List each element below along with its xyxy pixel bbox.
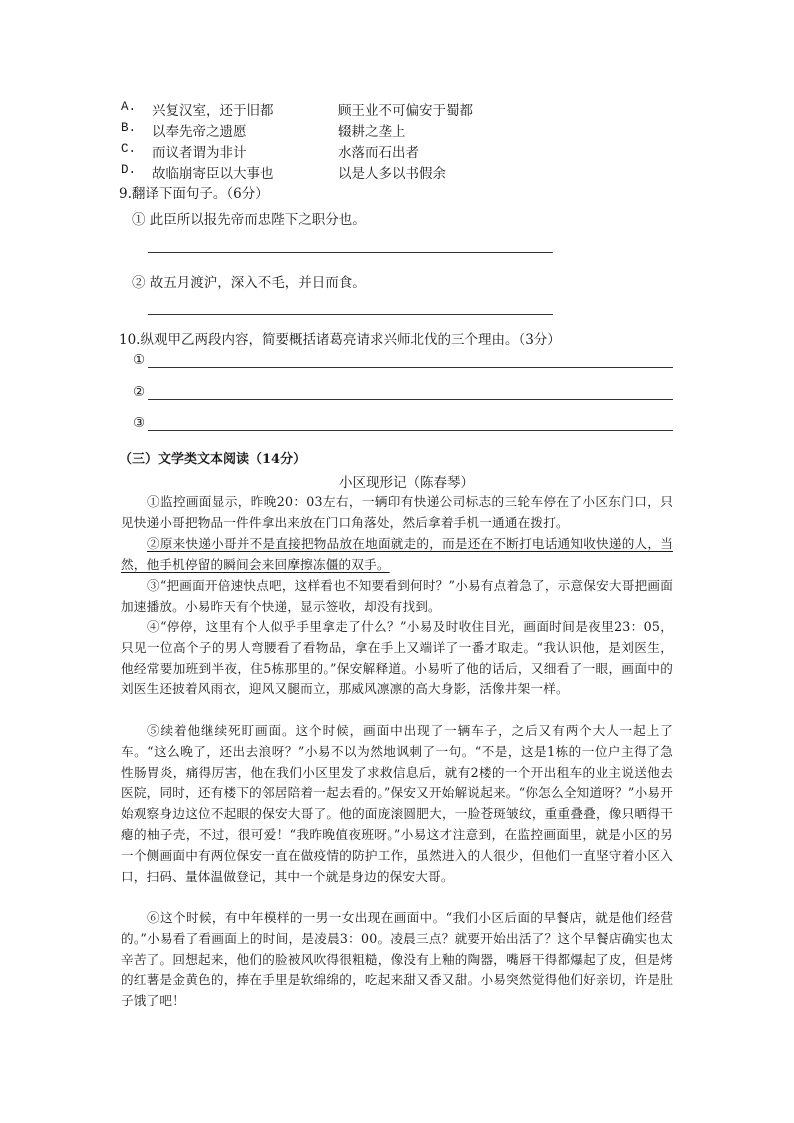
paragraph-6: ⑥这个时候，有中年模样的一男一女出现在画面中。“我们小区后面的早餐店，就是他们经营的。”小易看了看画面上的时间，是凌晨3：00。凌晨三点？就要开始出活了？这个早餐店确实也太辛苦了。回想起来，他们的脸被风吹得很粗糙，像没有上釉的陶器，嘴唇干得都爆起了皮，但是烤的红薯是金黄色的，捧在手里是软绵绵的，吃起来甜又香又甜。小易突然觉得他们好亲切，许是肚子饿了吧！ xyxy=(121,910,673,1009)
answer-marker-10-3: ③ xyxy=(133,415,146,431)
question-9-title: 9.翻译下面句子。（6分） xyxy=(119,186,269,202)
paragraph-5: ⑤续着他继续死盯画面。这个时候，画面中出现了一辆车子，之后又有两个大人一起上了车。“这么晚了，还出去浪呀？”小易不以为然地讽刺了一句。“不是，这是1栋的一位户主得了急性肠胃炎，痛得厉害，他在我们小区里发了求救信息后，就有2楼的一个开出租车的业主说送他去医院，同时，还有楼下的邻居陪着一起去看的。”保安又开始解说起来。“你怎么全知道呀？”小易开始观察身边这位不起眼的保安大哥了。他的面庞滚圆肥大，一脸苍斑皱纹，重重叠叠，像只晒得干瘪的柚子壳，不过，很可爱！“我昨晚值夜班呀。”小易这才注意到，在监控画面里，就是小区的另一个侧画面中有两位保安一直在做疫情的防护工作，虽然进入的人很少，但他们一直坚守着小区入口，扫码、量体温做登记，其中一个就是身边的保安大哥。 xyxy=(121,723,673,884)
story-title: 小区现形记（陈春琴） xyxy=(339,475,474,491)
paragraph-3: ③“把画面开倍速快点吧，这样看也不知要看到何时？”小易有点着急了，示意保安大哥把画面加速播放。小易昨天有个快递，显示签收，却没有找到。 xyxy=(121,578,673,614)
paragraph-1: ①监控画面显示，昨晚20：03左右，一辆印有快递公司标志的三轮车停在了小区东门口，只见快递小哥把物品一件件拿出来放在门口角落处，然后拿着手机一通通在拨打。 xyxy=(121,494,673,530)
option-a-key: A. xyxy=(121,100,137,114)
option-d-key: D. xyxy=(121,163,137,177)
option-b-key: B. xyxy=(121,121,137,135)
question-10-title: 10.纵观甲乙两段内容，简要概括诸葛亮请求兴师北伐的三个理由。（3分） xyxy=(119,332,561,348)
option-a-right: 顾王业不可偏安于蜀都 xyxy=(338,103,473,119)
answer-line-9-1[interactable] xyxy=(148,252,553,253)
question-9-sentence-2: ② 故五月渡沪，深入不毛，并日而食。 xyxy=(132,275,366,291)
option-c-key: C. xyxy=(121,142,137,156)
option-c-right: 水落而石出者 xyxy=(338,145,419,161)
answer-line-9-2[interactable] xyxy=(148,314,553,315)
option-c-left: 而议者谓为非计 xyxy=(152,145,247,161)
answer-marker-10-2: ② xyxy=(133,384,146,400)
section-heading: （三）文学类文本阅读（14分） xyxy=(119,452,307,467)
option-d-right: 以是人多以书假余 xyxy=(338,166,446,182)
answer-marker-10-1: ① xyxy=(133,352,146,368)
answer-line-10-2[interactable] xyxy=(148,399,673,400)
answer-line-10-3[interactable] xyxy=(148,430,673,431)
paragraph-2-underlined: ②原来快递小哥并不是直接把物品放在地面就走的，而是还在不断打电话通知收快递的人，当然，他手机停留的瞬间会来回摩擦冻僵的双手。 xyxy=(121,536,673,572)
option-d-left: 故临崩寄臣以大事也 xyxy=(152,166,274,182)
paragraph-4: ④“停停，这里有个人似乎手里拿走了什么？”小易及时收住目光，画面时间是夜里23：05，只见一位高个子的男人弯腰看了看物品，拿在手上又端详了一番才取走。“我认识他，是刘医生，他经常要加班到半夜，住5栋那里的。”保安解释道。小易听了他的话后，又细看了一眼，画面中的刘医生还披着风雨衣，迎风又腿而立，那威风凛凛的高大身影，活像井架一样。 xyxy=(121,619,673,697)
question-9-sentence-1: ① 此臣所以报先帝而忠陛下之职分也。 xyxy=(132,212,366,228)
option-b-right: 辍耕之垄上 xyxy=(338,124,406,140)
option-b-left: 以奉先帝之遗愿 xyxy=(152,124,247,140)
option-a-left: 兴复汉室，还于旧都 xyxy=(152,103,274,119)
answer-line-10-1[interactable] xyxy=(148,367,673,368)
